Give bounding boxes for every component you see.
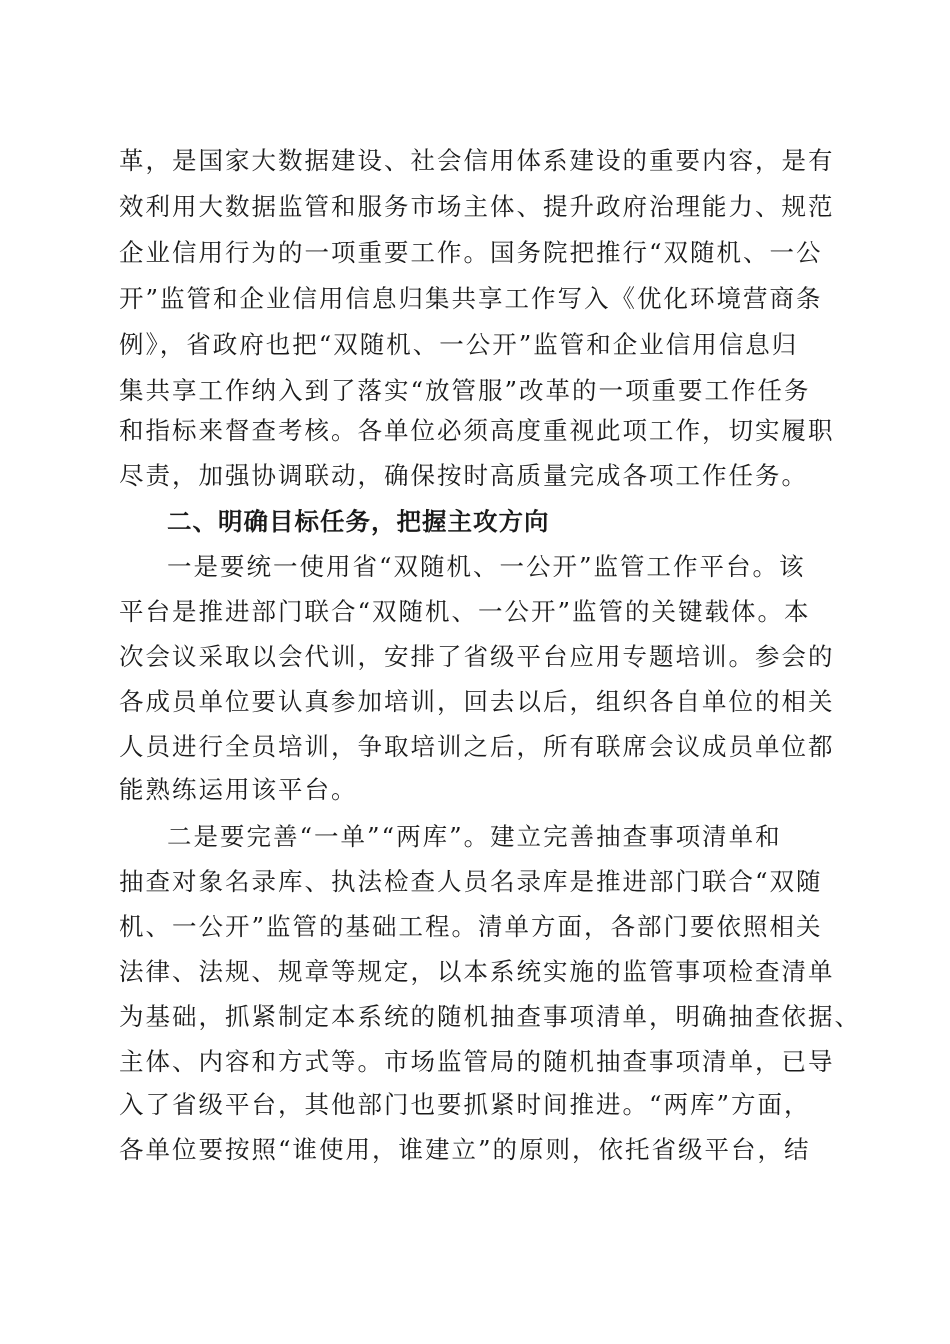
text-line: 人员进行全员培训，争取培训之后，所有联席会议成员单位都 (119, 732, 835, 761)
text-line: 能熟练运用该平台。 (119, 775, 358, 804)
text-line: 各单位要按照“谁使用，谁建立”的原则，依托省级平台，结 (119, 1135, 811, 1164)
text-line: 例》，省政府也把“双随机、一公开”监管和企业信用信息归 (119, 330, 799, 359)
text-line: 平台是推进部门联合“双随机、一公开”监管的关键载体。本 (119, 597, 811, 626)
text-line: 主体、内容和方式等。市场监管局的随机抽查事项清单，已导 (119, 1047, 835, 1076)
text-line: 集共享工作纳入到了落实“放管服”改革的一项重要工作任务 (119, 376, 811, 405)
text-line: 法律、法规、规章等规定，以本系统实施的监管事项检查清单 (119, 957, 835, 986)
text-line: 抽查对象名录库、执法检查人员名录库是推进部门联合“双随 (119, 867, 823, 896)
text-line: 尽责，加强协调联动，确保按时高质量完成各项工作任务。 (119, 461, 808, 490)
text-line: 革，是国家大数据建设、社会信用体系建设的重要内容，是有 (119, 146, 835, 175)
text-line: 一是要统一使用省“双随机、一公开”监管工作平台。该 (167, 552, 806, 581)
text-line: 开”监管和企业信用信息归集共享工作写入《优化环境营商条 (119, 284, 823, 313)
text-line: 机、一公开”监管的基础工程。清单方面，各部门要依照相关 (119, 912, 823, 941)
text-line: 各成员单位要认真参加培训，回去以后，组织各自单位的相关 (119, 687, 835, 716)
text-line: 效利用大数据监管和服务市场主体、提升政府治理能力、规范 (119, 192, 835, 221)
text-line: 入了省级平台，其他部门也要抓紧时间推进。“两库”方面， (119, 1090, 811, 1119)
text-line: 次会议采取以会代训，安排了省级平台应用专题培训。参会的 (119, 642, 835, 671)
text-line: 和指标来督查考核。各单位必须高度重视此项工作，切实履职 (119, 416, 835, 445)
text-line: 二是要完善“一单”“两库”。建立完善抽查事项清单和 (167, 822, 782, 851)
text-line: 为基础，抓紧制定本系统的随机抽查事项清单，明确抽查依据、 (119, 1002, 861, 1031)
text-line: 企业信用行为的一项重要工作。国务院把推行“双随机、一公 (119, 238, 823, 267)
section-heading: 二、明确目标任务，把握主攻方向 (167, 507, 550, 536)
